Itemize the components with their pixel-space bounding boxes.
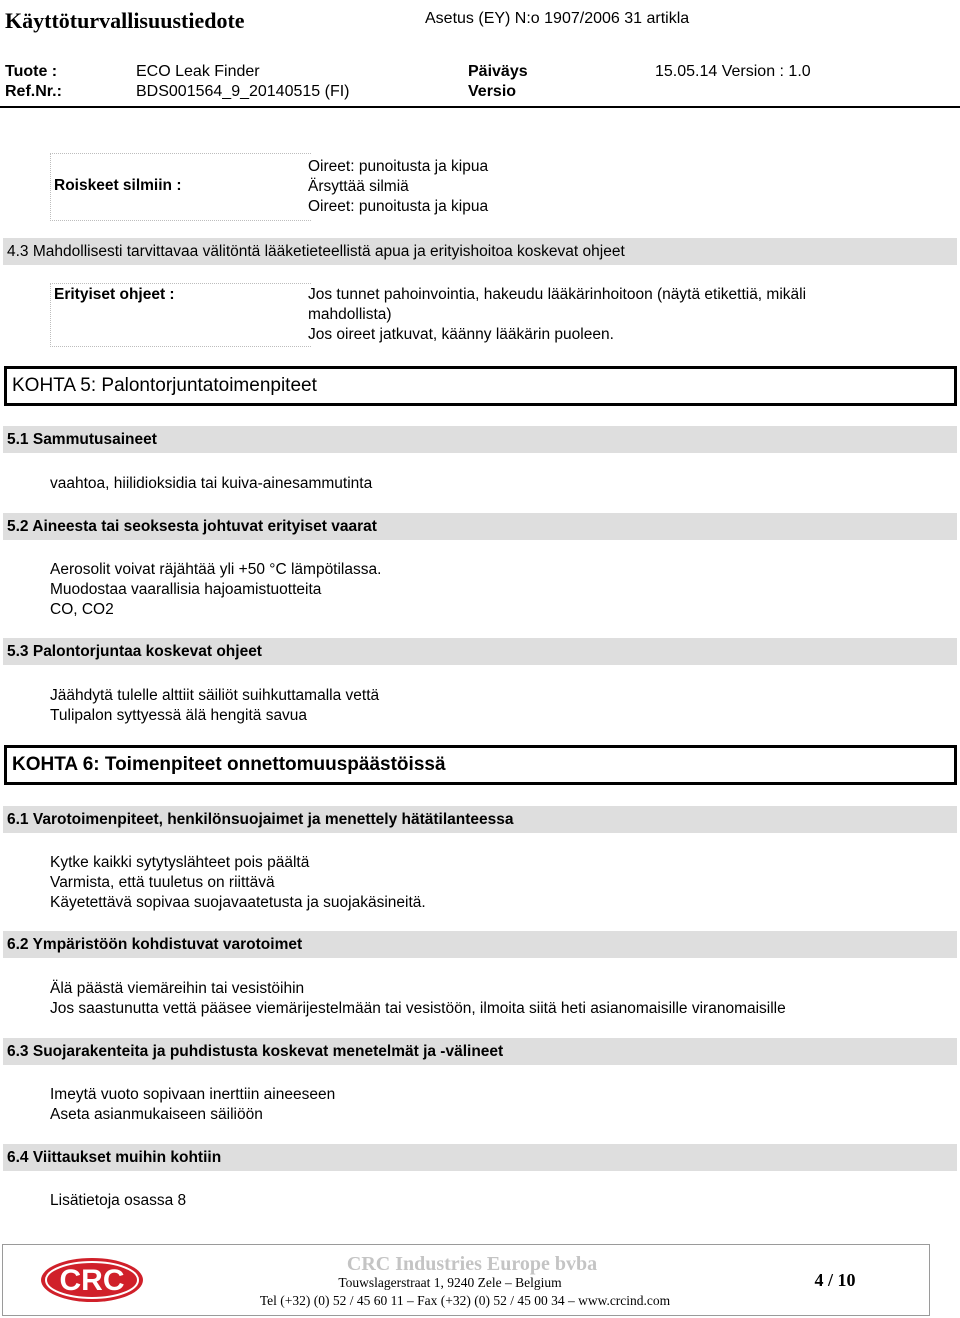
document-title: Käyttöturvallisuustiedote: [5, 8, 245, 33]
text-line: vaahtoa, hiilidioksidia tai kuiva-ainesammutinta: [50, 475, 373, 492]
subsection-title: 6.3 Suojarakenteita ja puhdistusta koskevat menetelmät ja -välineet: [7, 1043, 504, 1060]
subsection-header-5-1: [3, 426, 957, 453]
subsection-title: 5.3 Palontorjuntaa koskevat ohjeet: [7, 643, 262, 660]
text-line: Tulipalon syttyessä älä hengitä savua: [50, 707, 308, 724]
subsection-body-6-3: [50, 1085, 335, 1125]
text-line: Muodostaa vaarallisia hajoamistuotteita: [50, 581, 322, 598]
date-label: Päiväys: [468, 63, 528, 80]
eye-contact-details: [308, 157, 488, 217]
section-6-header: [4, 745, 957, 785]
text-line: Varmista, että tuuletus on riittävä: [50, 874, 275, 891]
special-instructions-label: Erityiset ohjeet :: [54, 286, 175, 303]
text-line: mahdollista): [308, 306, 392, 323]
special-instructions-details: [308, 285, 806, 345]
header-product-row: [0, 63, 960, 83]
subsection-title: 4.3 Mahdollisesti tarvittavaa välitöntä lääketieteellistä apua ja erityishoitoa koskevat ohjeet: [7, 243, 625, 260]
text-line: Aerosolit voivat räjähtää yli +50 °C lämpötilassa.: [50, 561, 382, 578]
product-value: ECO Leak Finder: [136, 63, 260, 80]
logo-text: CRC: [59, 1264, 125, 1297]
subsection-title: 6.2 Ympäristöön kohdistuvat varotoimet: [7, 936, 303, 953]
company-address: Touwslagerstraat 1, 9240 Zele – Belgium: [338, 1275, 562, 1290]
text-line: Käyetettävä sopivaa suojavaatetusta ja suojakäsineitä.: [50, 894, 426, 911]
text-line: Älä päästä viemäreihin tai vesistöihin: [50, 980, 305, 997]
page-number: 4 / 10: [814, 1270, 856, 1290]
text-line: Kytke kaikki sytytyslähteet pois päältä: [50, 854, 310, 871]
text-line: Jos tunnet pahoinvointia, hakeudu lääkärinhoitoon (näytä etikettiä, mikäli: [308, 286, 807, 303]
subsection-body-6-4: [50, 1191, 186, 1211]
subsection-header-5-2: [3, 513, 957, 540]
subsection-body-5-3: [50, 686, 379, 726]
subsection-title: 6.4 Viittaukset muihin kohtiin: [7, 1149, 222, 1166]
subsection-body-6-1: [50, 853, 426, 913]
text-line: Jos saastunutta vettä pääsee viemärijestelmään tai vesistöön, ilmoita siitä heti asianomaisille viranomaisille: [50, 1000, 786, 1017]
ref-value: BDS001564_9_20140515 (FI): [136, 83, 350, 100]
subsection-title: 5.2 Aineesta tai seoksesta johtuvat erityiset vaarat: [7, 518, 377, 535]
regulation-reference: Asetus (EY) N:o 1907/2006 31 artikla: [425, 10, 690, 27]
text-line: Ärsyttää silmiä: [308, 178, 409, 195]
subsection-title: 6.1 Varotoimenpiteet, henkilönsuojaimet ja menettely hätätilanteessa: [7, 811, 514, 828]
subsection-header-6-4: [3, 1144, 957, 1171]
section-title: KOHTA 6: Toimenpiteet onnettomuuspäästöissä: [12, 754, 446, 775]
text-line: Jos oireet jatkuvat, käänny lääkärin puoleen.: [308, 326, 614, 343]
subsection-header-6-1: [3, 806, 957, 833]
product-label: Tuote :: [5, 63, 58, 80]
date-version-value: 15.05.14 Version : 1.0: [655, 63, 811, 80]
text-line: Imeytä vuoto sopivaan inerttiin aineeseen: [50, 1086, 336, 1103]
ref-label: Ref.Nr.:: [5, 83, 62, 100]
subsection-header-4-3: [3, 238, 957, 265]
text-line: Oireet: punoitusta ja kipua: [308, 158, 489, 175]
crc-logo: [40, 1257, 144, 1303]
section-5-header: [4, 366, 957, 406]
subsection-header-6-2: [3, 931, 957, 958]
header-divider: [0, 106, 960, 108]
subsection-header-5-3: [3, 638, 957, 665]
header-ref-row: [0, 83, 960, 103]
text-line: CO, CO2: [50, 601, 114, 618]
text-line: Aseta asianmukaiseen säiliöön: [50, 1106, 263, 1123]
section-title: KOHTA 5: Palontorjuntatoimenpiteet: [12, 375, 317, 396]
subsection-body-5-1: [50, 474, 372, 494]
subsection-body-6-2: [50, 979, 786, 1019]
company-name: CRC Industries Europe bvba: [346, 1253, 598, 1275]
text-line: Lisätietoja osassa 8: [50, 1192, 187, 1209]
subsection-title: 5.1 Sammutusaineet: [7, 431, 157, 448]
subsection-body-5-2: [50, 560, 381, 620]
text-line: Jäähdytä tulelle alttiit säiliöt suihkuttamalla vettä: [50, 687, 380, 704]
company-contact: Tel (+32) (0) 52 / 45 60 11 – Fax (+32) (0) 52 / 45 00 34 – www.crcind.com: [259, 1293, 671, 1308]
subsection-header-6-3: [3, 1038, 957, 1065]
version-label: Versio: [468, 83, 517, 100]
eye-contact-label: Roiskeet silmiin :: [54, 177, 182, 194]
text-line: Oireet: punoitusta ja kipua: [308, 198, 489, 215]
